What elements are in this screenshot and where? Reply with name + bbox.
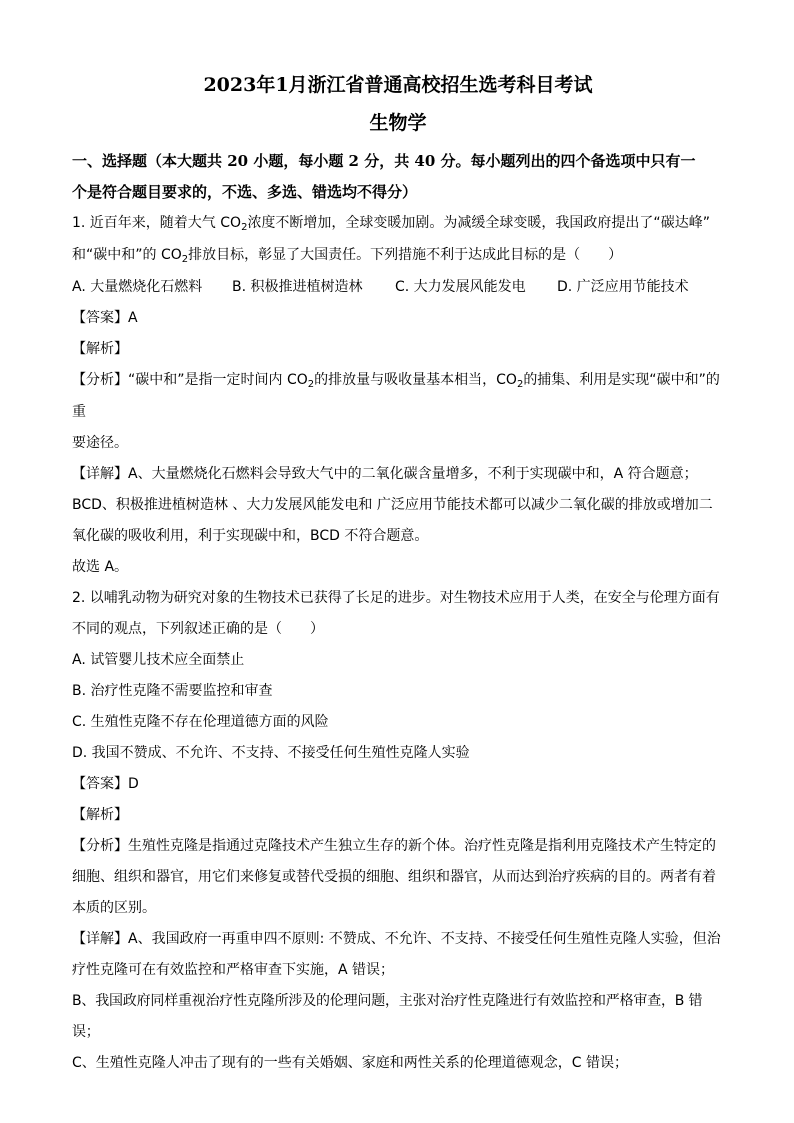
q2-fenxi-line-3: 本质的区别。: [72, 900, 156, 916]
q2-analysis-label: 【解析】: [72, 807, 128, 823]
subject-title: 生物学: [369, 112, 427, 134]
q1-option-c: C. 大力发展风能发电: [395, 279, 526, 295]
q1-stem-line-1: 1. 近百年来，随着大气 $CO_2$浓度不断增加，全球变暖加剧。为减缓全球变暖，我国政府提出了“碳达峰”: [72, 215, 710, 233]
q1-answer: 【答案】A: [72, 310, 138, 326]
q2-option-b: B. 治疗性克隆不需要监控和审查: [72, 683, 273, 699]
q2-answer: 【答案】D: [72, 776, 139, 792]
section-heading-line-2: 个是符合题目要求的，不选、多选、错选均不得分）: [72, 183, 418, 201]
exam-title: 2023年1月浙江省普通高校招生选考科目考试: [203, 74, 593, 96]
q2-option-d: D. 我国不赞成、不允许、不支持、不接受任何生殖性克隆人实验: [72, 745, 470, 761]
q2-fenxi-line-2: 细胞、组织和器官，用它们来修复或替代受损的细胞、组织和器官，从而达到治疗疾病的目的。两者有着: [72, 869, 716, 885]
q2-detail-line-1: 【详解】A、我国政府一再重申四不原则: 不赞成、不允许、不支持、不接受任何生殖性克隆人实验，但治: [72, 931, 721, 947]
q2-stem-line-2: 不同的观点，下列叙述正确的是（ ）: [72, 621, 324, 637]
q1-conclusion: 故选 A。: [72, 559, 129, 575]
q1-fenxi-line-1: 【分析】“碳中和”是指一定时间内 $CO_2$的排放量与吸收量基本相当，$CO_2$的捕集、利用是实现“碳中和”的重: [72, 372, 720, 420]
q2-detail-line-3: B、我国政府同样重视治疗性克隆所涉及的伦理问题，主张对治疗性克隆进行有效监控和严格审查，B 错误；: [72, 993, 703, 1040]
q1-options: [72, 272, 724, 303]
question-2: [72, 583, 724, 1079]
q1-stem-line-2: 和“碳中和”的 $CO_2$排放目标，彰显了大国责任。下列措施不利于达成此目标的是（ ）: [72, 247, 623, 265]
q1-detail-line-2: BCD、积极推进植树造林 、大力发展风能发电和 广泛应用节能技术都可以减少二氧化碳的排放或增加二: [72, 497, 713, 513]
q1-detail-line-3: 氧化碳的吸收利用，利于实现碳中和，BCD 不符合题意。: [72, 528, 429, 544]
q1-fenxi-line-2: 要途径。: [72, 435, 128, 451]
q2-stem-line-1: 2. 以哺乳动物为研究对象的生物技术已获得了长足的进步。对生物技术应用于人类，在安全与伦理方面有: [72, 590, 720, 606]
q2-fenxi-line-1: 【分析】生殖性克隆是指通过克隆技术产生独立生存的新个体。治疗性克隆是指利用克隆技术产生特定的: [72, 838, 716, 854]
q1-detail-line-1: 【详解】A、大量燃烧化石燃料会导致大气中的二氧化碳含量增多，不利于实现碳中和，A 符合题意；: [72, 466, 698, 482]
q2-option-a: A. 试管婴儿技术应全面禁止: [72, 652, 245, 668]
q1-analysis-label: 【解析】: [72, 341, 128, 357]
q1-option-d: D. 广泛应用节能技术: [557, 279, 689, 295]
section-heading-line-1: 一、选择题（本大题共 20 小题，每小题 2 分，共 40 分。每小题列出的四个备选项中只有一: [72, 152, 696, 170]
q2-detail-line-4: C、生殖性克隆人冲击了现有的一些有关婚姻、家庭和两性关系的伦理道德观念，C 错误；: [72, 1055, 628, 1071]
q2-option-c: C. 生殖性克隆不存在伦理道德方面的风险: [72, 714, 329, 730]
q2-detail-line-2: 疗性克隆可在有效监控和严格审查下实施，A 错误；: [72, 962, 395, 978]
q1-option-b: B. 积极推进植树造林: [232, 279, 363, 295]
q1-option-a: A. 大量燃烧化石燃料: [72, 279, 203, 295]
question-1: [72, 208, 724, 583]
